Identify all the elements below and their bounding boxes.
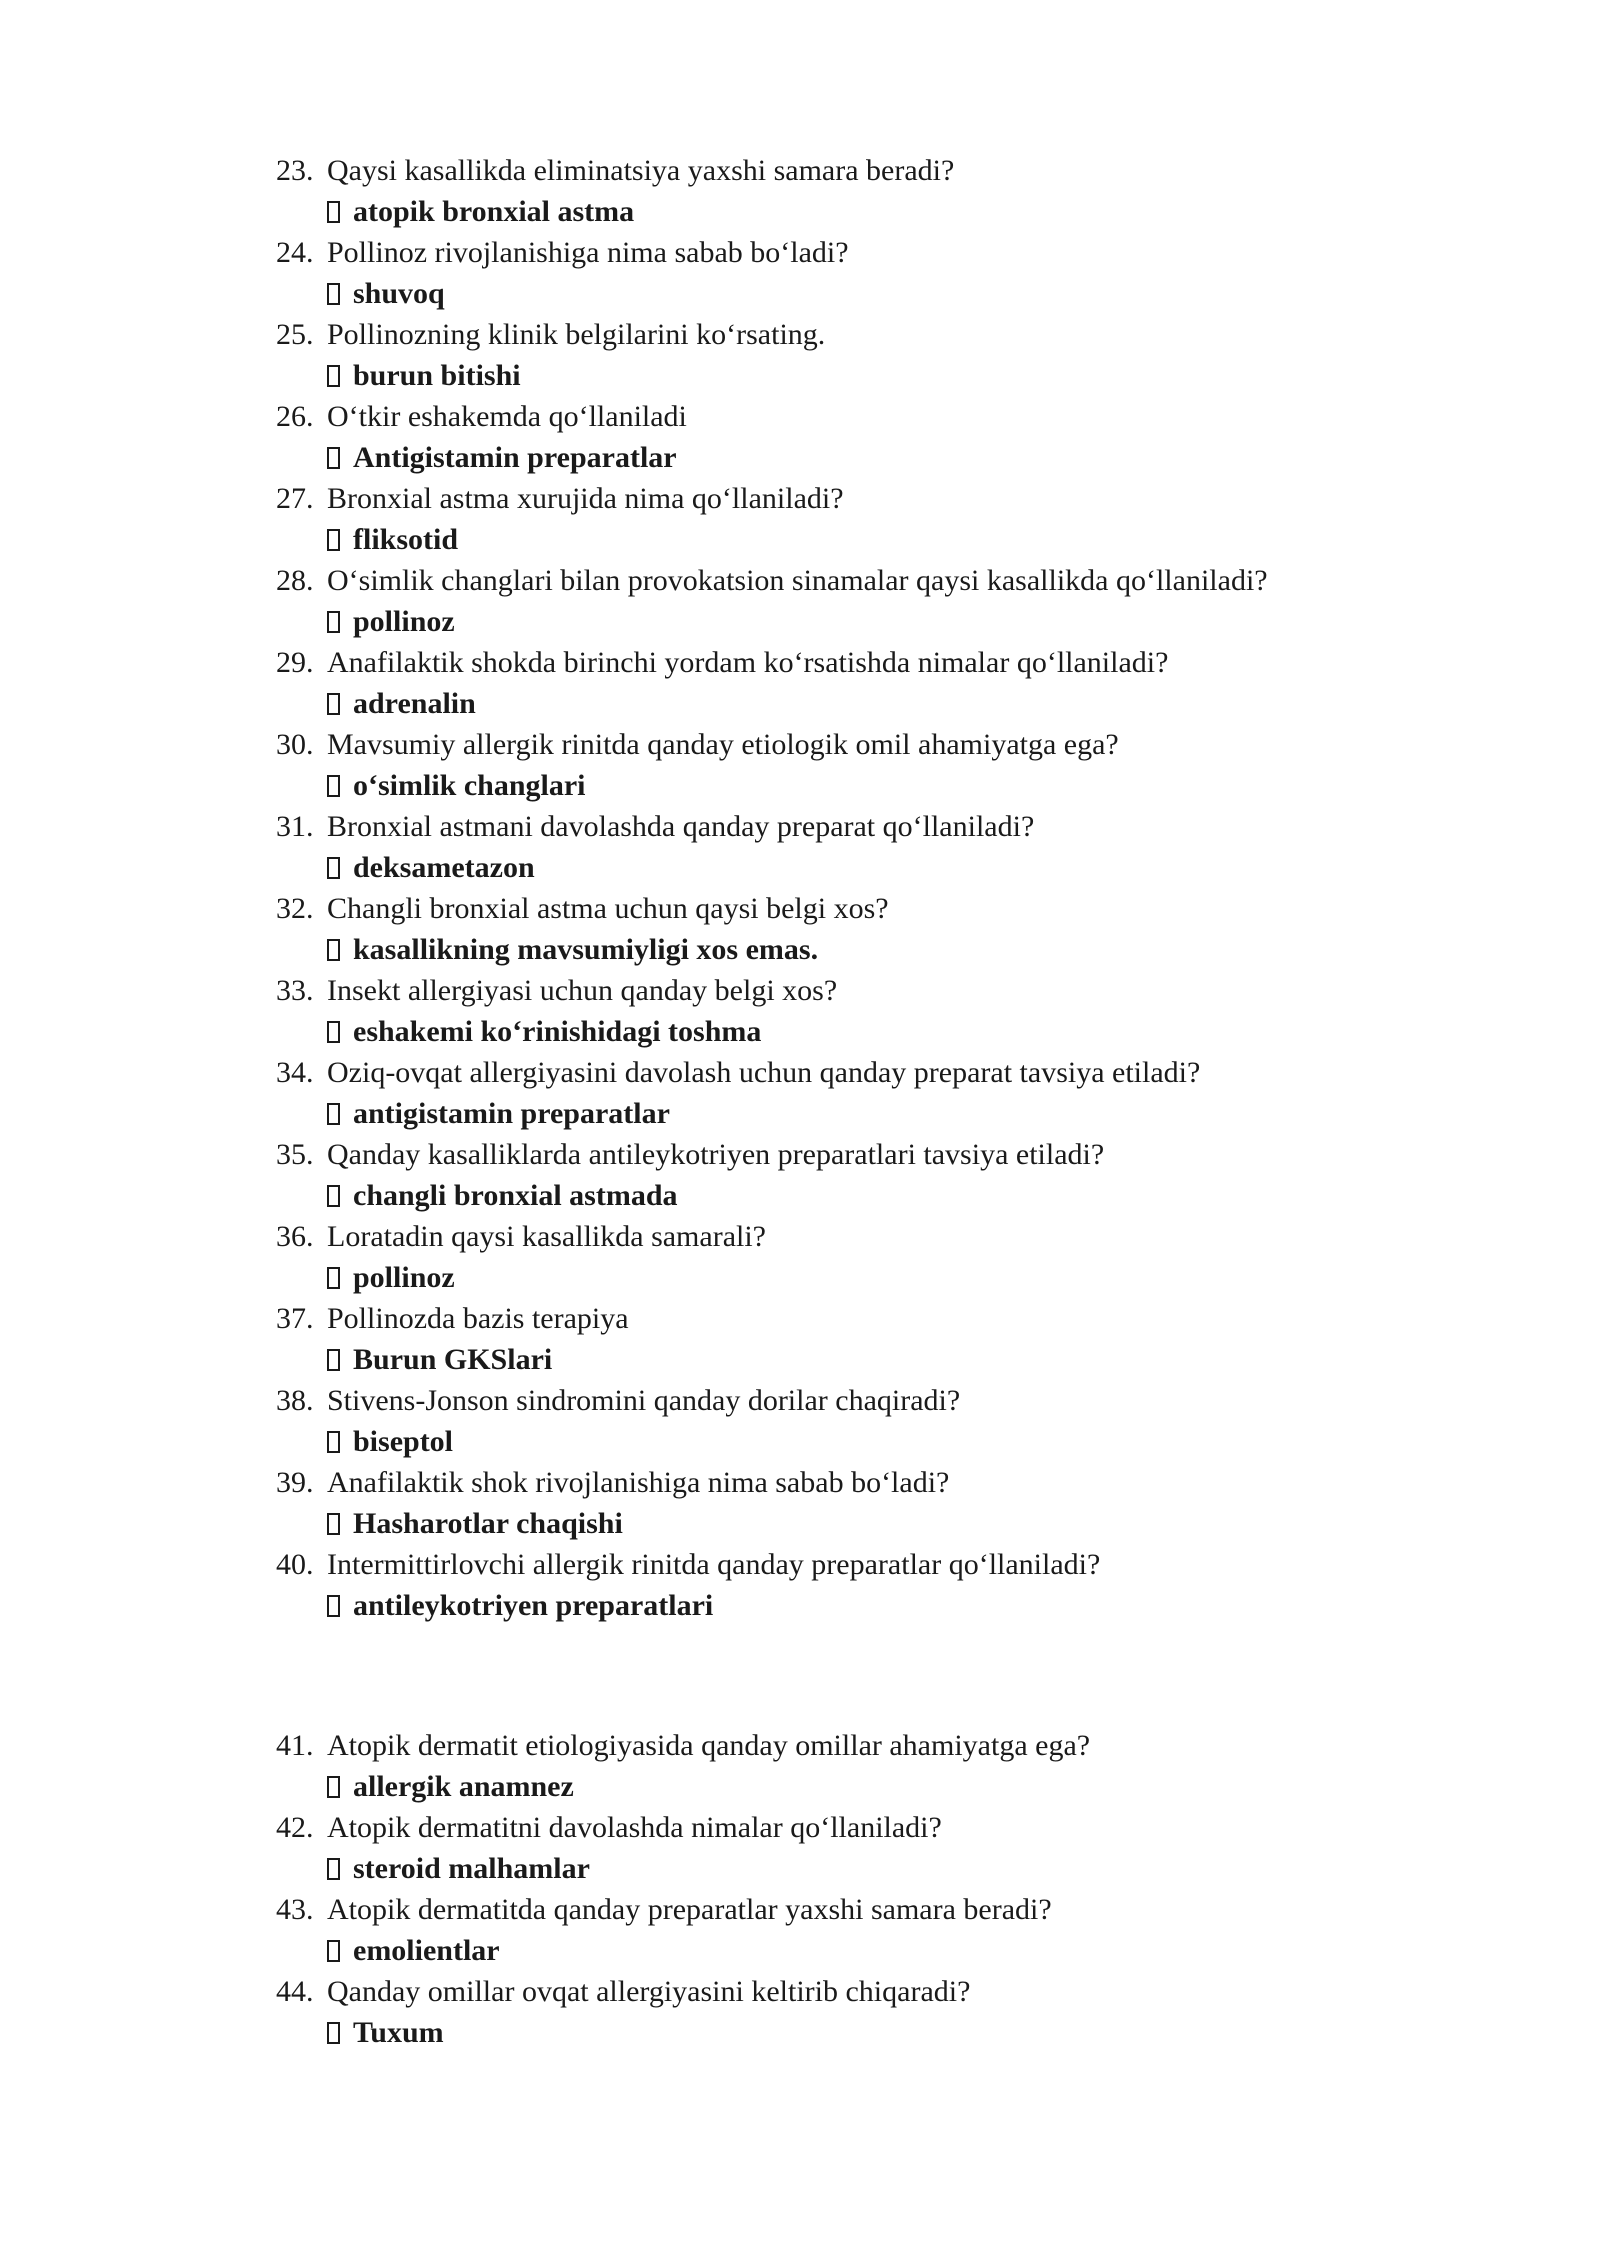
answer-text: changli bronxial astmada	[353, 1179, 678, 1212]
checkbox-glyph-icon	[327, 283, 340, 305]
checkbox-glyph-icon	[327, 365, 340, 387]
question-item	[276, 888, 1396, 970]
question-item	[276, 1134, 1396, 1216]
answer-line	[276, 847, 1396, 888]
checkbox-glyph-icon	[327, 857, 340, 879]
question-line	[276, 478, 1396, 519]
question-text: Pollinozda bazis terapiya	[327, 1302, 629, 1335]
question-line	[276, 642, 1396, 683]
answer-text: steroid malhamlar	[353, 1852, 590, 1885]
question-text: Insekt allergiyasi uchun qanday belgi xos?	[327, 974, 838, 1007]
checkbox-glyph-icon	[327, 1103, 340, 1125]
answer-line	[276, 1503, 1396, 1544]
question-number: 29.	[276, 646, 314, 679]
question-line	[276, 1889, 1396, 1930]
question-item	[276, 478, 1396, 560]
question-number: 40.	[276, 1548, 314, 1581]
answer-text: pollinoz	[353, 605, 455, 638]
question-text: Atopik dermatitda qanday preparatlar yaxshi samara beradi?	[327, 1893, 1052, 1926]
question-number: 25.	[276, 318, 314, 351]
question-text: Qanday kasalliklarda antileykotriyen preparatlari tavsiya etiladi?	[327, 1138, 1105, 1171]
answer-text: fliksotid	[353, 523, 459, 556]
checkbox-glyph-icon	[327, 1776, 340, 1798]
answer-text: Antigistamin preparatlar	[353, 441, 677, 474]
question-text: Intermittirlovchi allergik rinitda qanday preparatlar qo‘llaniladi?	[327, 1548, 1101, 1581]
answer-text: Hasharotlar chaqishi	[353, 1507, 623, 1540]
question-line	[276, 1807, 1396, 1848]
checkbox-glyph-icon	[327, 2022, 340, 2044]
answer-text: eshakemi ko‘rinishidagi toshma	[353, 1015, 762, 1048]
checkbox-glyph-icon	[327, 1858, 340, 1880]
answer-line	[276, 1930, 1396, 1971]
checkbox-glyph-icon	[327, 1021, 340, 1043]
answer-line	[276, 1848, 1396, 1889]
question-line	[276, 1052, 1396, 1093]
question-number: 42.	[276, 1811, 314, 1844]
question-line	[276, 150, 1396, 191]
question-item	[276, 560, 1396, 642]
answer-text: allergik anamnez	[353, 1770, 574, 1803]
checkbox-glyph-icon	[327, 1513, 340, 1535]
checkbox-glyph-icon	[327, 1349, 340, 1371]
question-item	[276, 314, 1396, 396]
question-text: O‘simlik changlari bilan provokatsion sinamalar qaysi kasallikda qo‘llaniladi?	[327, 564, 1268, 597]
question-line	[276, 1134, 1396, 1175]
question-number: 36.	[276, 1220, 314, 1253]
answer-line	[276, 1175, 1396, 1216]
question-item	[276, 396, 1396, 478]
question-text: Stivens-Jonson sindromini qanday dorilar chaqiradi?	[327, 1384, 961, 1417]
question-number: 32.	[276, 892, 314, 925]
question-item	[276, 806, 1396, 888]
question-text: Anafilaktik shok rivojlanishiga nima sabab bo‘ladi?	[327, 1466, 950, 1499]
question-text: Mavsumiy allergik rinitda qanday etiologik omil ahamiyatga ega?	[327, 728, 1119, 761]
question-line	[276, 888, 1396, 929]
question-item	[276, 724, 1396, 806]
checkbox-glyph-icon	[327, 611, 340, 633]
question-line	[276, 1462, 1396, 1503]
checkbox-glyph-icon	[327, 693, 340, 715]
question-number: 23.	[276, 154, 314, 187]
checkbox-glyph-icon	[327, 939, 340, 961]
answer-text: pollinoz	[353, 1261, 455, 1294]
question-line	[276, 560, 1396, 601]
question-item	[276, 1216, 1396, 1298]
question-line	[276, 1544, 1396, 1585]
question-item	[276, 1725, 1396, 1807]
question-item	[276, 1380, 1396, 1462]
checkbox-glyph-icon	[327, 1185, 340, 1207]
question-line	[276, 1298, 1396, 1339]
answer-text: o‘simlik changlari	[353, 769, 586, 802]
answer-text: atopik bronxial astma	[353, 195, 635, 228]
answer-line	[276, 1011, 1396, 1052]
checkbox-glyph-icon	[327, 1267, 340, 1289]
checkbox-glyph-icon	[327, 1431, 340, 1453]
answer-text: biseptol	[353, 1425, 454, 1458]
question-line	[276, 1216, 1396, 1257]
checkbox-glyph-icon	[327, 1940, 340, 1962]
question-number: 31.	[276, 810, 314, 843]
question-item	[276, 642, 1396, 724]
question-item	[276, 1544, 1396, 1626]
question-number: 39.	[276, 1466, 314, 1499]
question-list-2	[276, 1725, 1396, 2053]
question-item	[276, 1052, 1396, 1134]
question-number: 24.	[276, 236, 314, 269]
answer-line	[276, 765, 1396, 806]
question-number: 37.	[276, 1302, 314, 1335]
question-number: 41.	[276, 1729, 314, 1762]
question-number: 35.	[276, 1138, 314, 1171]
answer-line	[276, 519, 1396, 560]
answer-text: Tuxum	[353, 2016, 444, 2049]
answer-text: adrenalin	[353, 687, 476, 720]
question-list-1	[276, 150, 1396, 1626]
answer-line	[276, 1339, 1396, 1380]
question-line	[276, 1380, 1396, 1421]
answer-line	[276, 929, 1396, 970]
answer-line	[276, 355, 1396, 396]
question-line	[276, 232, 1396, 273]
question-item	[276, 1462, 1396, 1544]
question-text: Qanday omillar ovqat allergiyasini keltirib chiqaradi?	[327, 1975, 971, 2008]
answer-line	[276, 1257, 1396, 1298]
question-number: 44.	[276, 1975, 314, 2008]
question-text: Changli bronxial astma uchun qaysi belgi xos?	[327, 892, 889, 925]
question-text: Anafilaktik shokda birinchi yordam ko‘rsatishda nimalar qo‘llaniladi?	[327, 646, 1169, 679]
question-text: O‘tkir eshakemda qo‘llaniladi	[327, 400, 687, 433]
question-item	[276, 970, 1396, 1052]
checkbox-glyph-icon	[327, 447, 340, 469]
answer-line	[276, 1585, 1396, 1626]
question-number: 30.	[276, 728, 314, 761]
question-line	[276, 396, 1396, 437]
question-line	[276, 970, 1396, 1011]
question-text: Bronxial astma xurujida nima qo‘llaniladi?	[327, 482, 844, 515]
question-item	[276, 1298, 1396, 1380]
question-item	[276, 1807, 1396, 1889]
answer-line	[276, 2012, 1396, 2053]
question-line	[276, 314, 1396, 355]
question-number: 43.	[276, 1893, 314, 1926]
question-number: 33.	[276, 974, 314, 1007]
question-text: Atopik dermatit etiologiyasida qanday omillar ahamiyatga ega?	[327, 1729, 1091, 1762]
question-text: Qaysi kasallikda eliminatsiya yaxshi samara beradi?	[327, 154, 955, 187]
answer-line	[276, 273, 1396, 314]
question-text: Pollinozning klinik belgilarini ko‘rsating.	[327, 318, 826, 351]
question-number: 28.	[276, 564, 314, 597]
question-line	[276, 1971, 1396, 2012]
answer-line	[276, 191, 1396, 232]
checkbox-glyph-icon	[327, 529, 340, 551]
answer-text: burun bitishi	[353, 359, 521, 392]
answer-line	[276, 683, 1396, 724]
question-number: 38.	[276, 1384, 314, 1417]
question-text: Loratadin qaysi kasallikda samarali?	[327, 1220, 766, 1253]
answer-text: Burun GKSlari	[353, 1343, 553, 1376]
question-text: Oziq-ovqat allergiyasini davolash uchun qanday preparat tavsiya etiladi?	[327, 1056, 1201, 1089]
answer-text: emolientlar	[353, 1934, 500, 1967]
question-text: Bronxial astmani davolashda qanday preparat qo‘llaniladi?	[327, 810, 1035, 843]
answer-line	[276, 601, 1396, 642]
question-text: Pollinoz rivojlanishiga nima sabab bo‘ladi?	[327, 236, 849, 269]
question-text: Atopik dermatitni davolashda nimalar qo‘llaniladi?	[327, 1811, 942, 1844]
answer-line	[276, 1093, 1396, 1134]
checkbox-glyph-icon	[327, 1595, 340, 1617]
checkbox-glyph-icon	[327, 775, 340, 797]
question-line	[276, 1725, 1396, 1766]
answer-text: antigistamin preparatlar	[353, 1097, 670, 1130]
answer-line	[276, 1421, 1396, 1462]
question-number: 26.	[276, 400, 314, 433]
answer-text: antileykotriyen preparatlari	[353, 1589, 714, 1622]
question-line	[276, 806, 1396, 847]
answer-line	[276, 437, 1396, 478]
answer-text: deksametazon	[353, 851, 535, 884]
answer-text: shuvoq	[353, 277, 445, 310]
question-number: 34.	[276, 1056, 314, 1089]
question-item	[276, 150, 1396, 232]
question-item	[276, 232, 1396, 314]
question-number: 27.	[276, 482, 314, 515]
question-line	[276, 724, 1396, 765]
question-item	[276, 1889, 1396, 1971]
answer-line	[276, 1766, 1396, 1807]
answer-text: kasallikning mavsumiyligi xos emas.	[353, 933, 819, 966]
checkbox-glyph-icon	[327, 201, 340, 223]
question-item	[276, 1971, 1396, 2053]
